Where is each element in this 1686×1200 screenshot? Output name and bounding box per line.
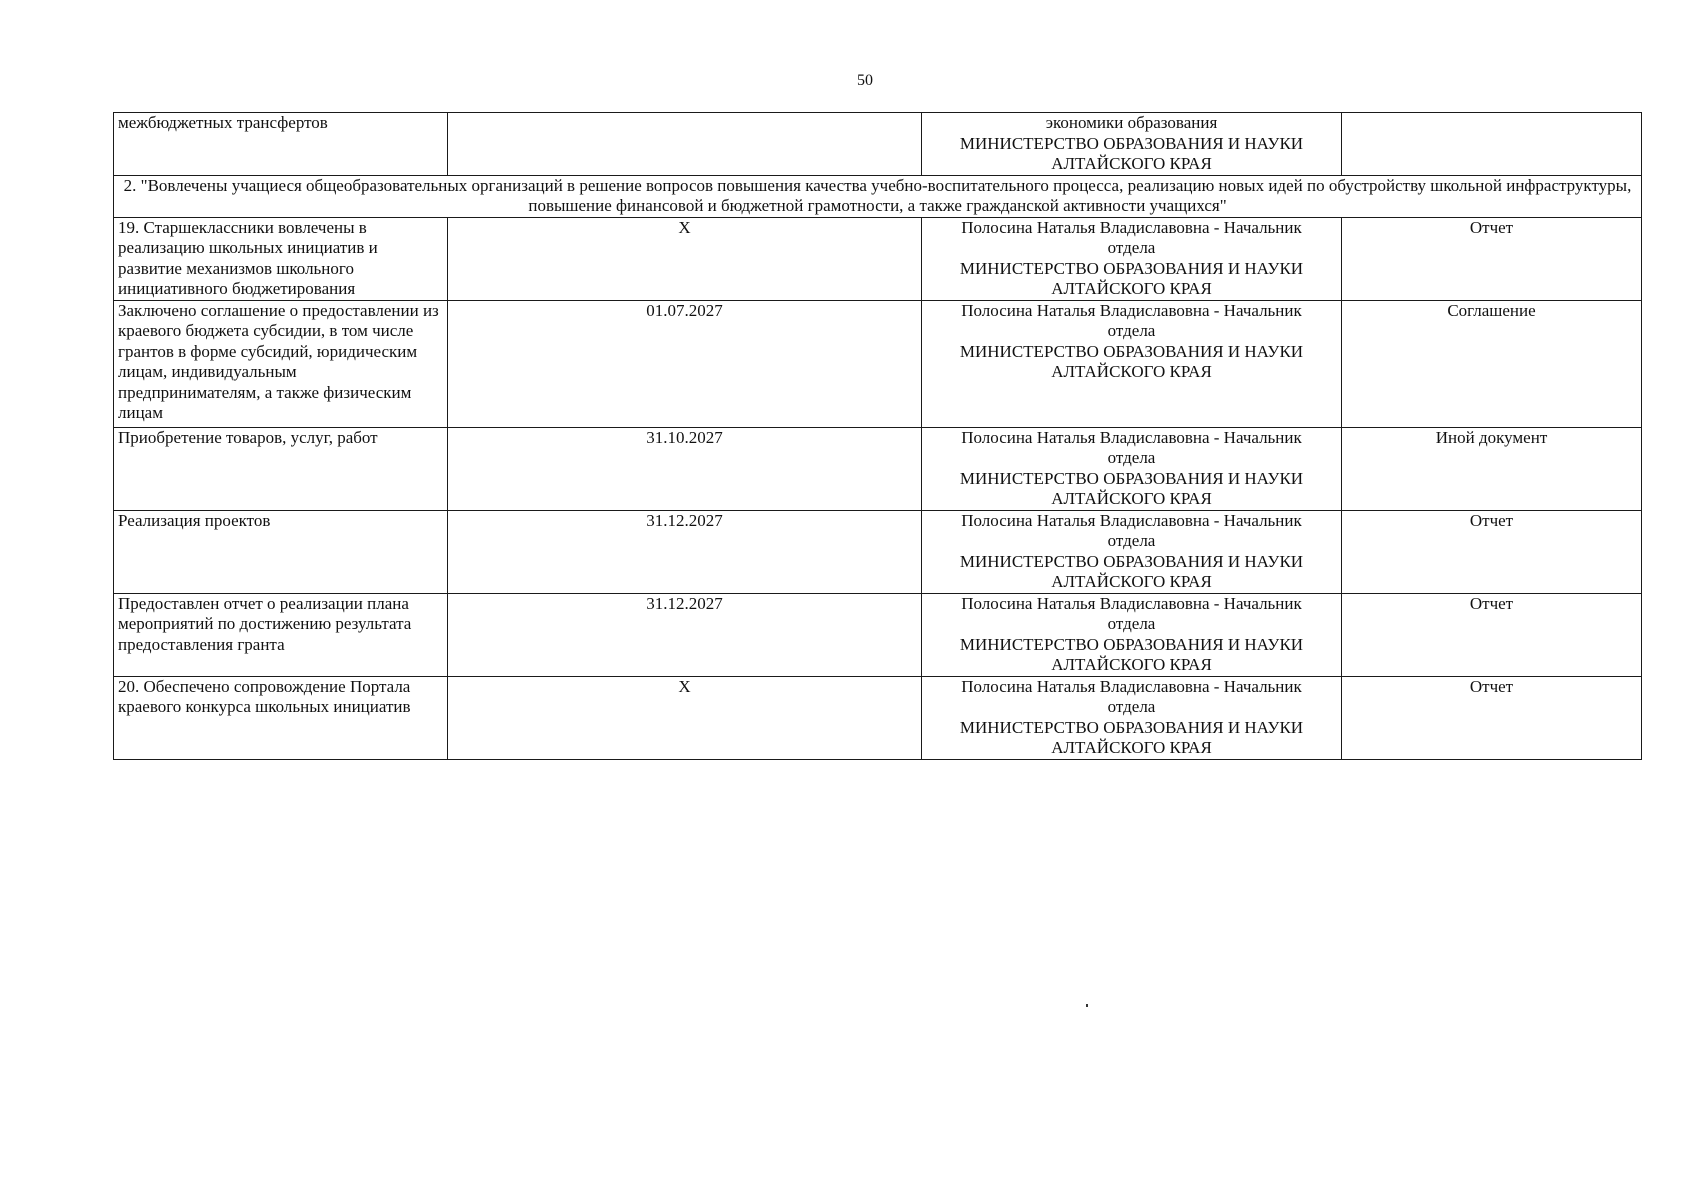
responsible-line: экономики образования [1045, 113, 1218, 132]
responsible-line: Полосина Наталья Владиславовна - Начальник [961, 510, 1302, 530]
event-cell: 19. Старшеклассники вовлечены в реализацию школьных инициатив и развитие механизмов школьного инициативного бюджетирования [114, 217, 448, 300]
scan-artifact [1086, 1004, 1088, 1007]
document-cell: Соглашение [1342, 300, 1642, 427]
document-cell [1342, 113, 1642, 176]
date-cell: X [448, 217, 922, 300]
date-cell [448, 113, 922, 176]
date-cell: 31.12.2027 [448, 593, 922, 676]
event-cell: Заключено соглашение о предоставлении из краевого бюджета субсидии, в том числе грантов в форме субсидий, юридическим лицам, индивидуальным предпринимателям, а также физическим лицам [114, 300, 448, 427]
date-cell: 01.07.2027 [448, 300, 922, 427]
responsible-cell [922, 676, 1342, 759]
responsible-cell [922, 510, 1342, 593]
responsible-line: АЛТАЙСКОГО КРАЯ [1051, 154, 1212, 173]
responsible-line: отдела [1107, 238, 1156, 257]
responsible-line: Полосина Наталья Владиславовна - Начальник [961, 300, 1302, 320]
table-row [114, 593, 1642, 676]
responsible-cell [922, 300, 1342, 427]
responsible-line: АЛТАЙСКОГО КРАЯ [1051, 489, 1212, 508]
responsible-line: МИНИСТЕРСТВО ОБРАЗОВАНИЯ И НАУКИ [959, 634, 1304, 654]
document-cell: Отчет [1342, 217, 1642, 300]
responsible-line: АЛТАЙСКОГО КРАЯ [1051, 738, 1212, 757]
responsible-line: АЛТАЙСКОГО КРАЯ [1051, 362, 1212, 381]
responsible-cell [922, 427, 1342, 510]
responsible-line: МИНИСТЕРСТВО ОБРАЗОВАНИЯ И НАУКИ [959, 133, 1304, 153]
responsible-line: МИНИСТЕРСТВО ОБРАЗОВАНИЯ И НАУКИ [959, 551, 1304, 571]
responsible-line: отдела [1107, 448, 1156, 467]
responsible-line: АЛТАЙСКОГО КРАЯ [1051, 572, 1212, 591]
table-row [114, 676, 1642, 759]
event-cell: Предоставлен отчет о реализации плана мероприятий по достижению результата предоставления гранта [114, 593, 448, 676]
responsible-line: Полосина Наталья Владиславовна - Начальник [961, 217, 1302, 237]
responsible-line: отдела [1107, 614, 1156, 633]
responsible-cell [922, 593, 1342, 676]
event-cell: Приобретение товаров, услуг, работ [114, 427, 448, 510]
table-row-continuation [114, 113, 1642, 176]
event-cell: 20. Обеспечено сопровождение Портала краевого конкурса школьных инициатив [114, 676, 448, 759]
date-cell: 31.10.2027 [448, 427, 922, 510]
responsible-cell [922, 113, 1342, 176]
responsible-cell [922, 217, 1342, 300]
implementation-plan-table [113, 112, 1642, 760]
date-cell: 31.12.2027 [448, 510, 922, 593]
responsible-line: отдела [1107, 697, 1156, 716]
responsible-line: Полосина Наталья Владиславовна - Начальник [961, 676, 1302, 696]
responsible-line: Полосина Наталья Владиславовна - Начальник [961, 593, 1302, 613]
responsible-line: отдела [1107, 531, 1156, 550]
document-cell: Отчет [1342, 593, 1642, 676]
responsible-line: Полосина Наталья Владиславовна - Начальник [961, 427, 1302, 447]
responsible-line: МИНИСТЕРСТВО ОБРАЗОВАНИЯ И НАУКИ [959, 468, 1304, 488]
responsible-line: АЛТАЙСКОГО КРАЯ [1051, 279, 1212, 298]
event-cell: межбюджетных трансфертов [114, 113, 448, 176]
event-cell: Реализация проектов [114, 510, 448, 593]
table-row [114, 510, 1642, 593]
responsible-line: отдела [1107, 321, 1156, 340]
document-cell: Отчет [1342, 676, 1642, 759]
table-row [114, 217, 1642, 300]
document-cell: Иной документ [1342, 427, 1642, 510]
page-number: 50 [857, 72, 873, 89]
responsible-line: МИНИСТЕРСТВО ОБРАЗОВАНИЯ И НАУКИ [959, 341, 1304, 361]
section-title: 2. "Вовлечены учащиеся общеобразовательных организаций в решение вопросов повышения качества учебно-воспитательного процесса, реализацию новых идей по обустройству школьной инфраструктуры, повышение финансовой и бюджетной грамотности, а также гражданской активности учащихся" [114, 175, 1642, 217]
responsible-line: МИНИСТЕРСТВО ОБРАЗОВАНИЯ И НАУКИ [959, 717, 1304, 737]
date-cell: X [448, 676, 922, 759]
document-cell: Отчет [1342, 510, 1642, 593]
table-row [114, 300, 1642, 427]
responsible-line: АЛТАЙСКОГО КРАЯ [1051, 655, 1212, 674]
section-heading-row [114, 175, 1642, 217]
table-row [114, 427, 1642, 510]
responsible-line: МИНИСТЕРСТВО ОБРАЗОВАНИЯ И НАУКИ [959, 258, 1304, 278]
